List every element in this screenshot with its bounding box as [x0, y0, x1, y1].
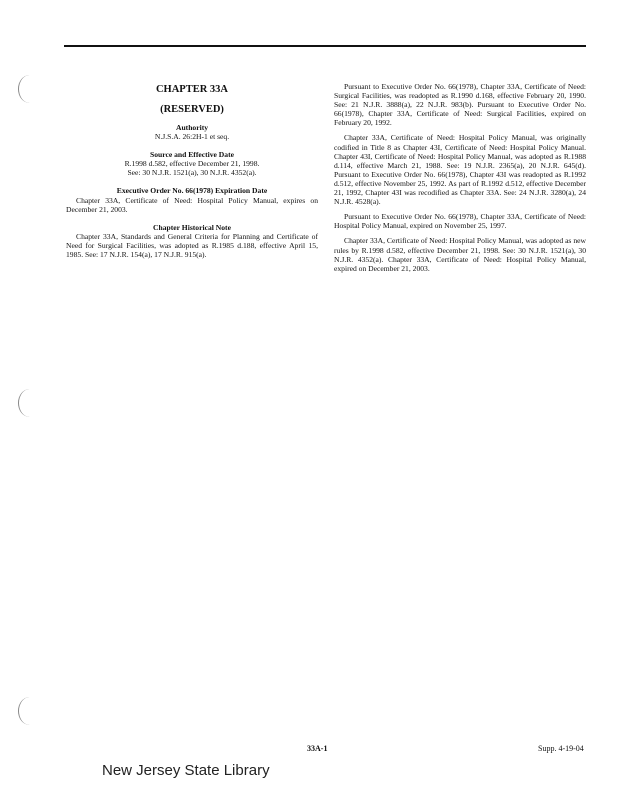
chapter-title: CHAPTER 33A	[155, 84, 229, 95]
right-column	[334, 82, 586, 279]
supplement-date: Supp. 4-19-04	[538, 744, 584, 753]
executive-order-heading: Executive Order No. 66(1978) Expiration Date	[116, 186, 268, 196]
history-paragraph: Pursuant to Executive Order No. 66(1978), Chapter 33A, Certificate of Need: Hospital Policy Manual, expired on November 25, 1997.	[334, 212, 586, 231]
chapter-subtitle: (RESERVED)	[160, 104, 224, 115]
binder-hole-middle	[18, 389, 41, 417]
authority-text: N.J.S.A. 26:2H-1 et seq.	[154, 132, 230, 142]
history-paragraph: Chapter 33A, Certificate of Need: Hospital Policy Manual, was adopted as new rules by R.1998 d.582, effective December 21, 1998. See: 30 N.J.R. 1521(a), 30 N.J.R. 4352(a). Chapter 33A, Certificate of Need: Hospital Policy Manual, expired on December 21, 2003.	[334, 236, 586, 273]
library-stamp: New Jersey State Library	[102, 762, 270, 779]
source-line-2: See: 30 N.J.R. 1521(a), 30 N.J.R. 4352(a).	[127, 168, 257, 178]
authority-heading: Authority	[175, 123, 209, 132]
left-column	[66, 82, 318, 259]
top-rule	[64, 45, 586, 47]
source-heading: Source and Effective Date	[149, 150, 234, 160]
history-text: Chapter 33A, Standards and General Criteria for Planning and Certificate of Need for Surgical Facilities, was adopted as R.1985 d.188, effective April 15, 1985. See: 17 N.J.R. 154(a), 17 N.J.R. 915(a).	[66, 231, 318, 260]
binder-hole-top	[18, 75, 41, 103]
source-line-1: R.1998 d.582, effective December 21, 1998.	[124, 159, 260, 169]
history-paragraph: Pursuant to Executive Order No. 66(1978), Chapter 33A, Certificate of Need: Surgical Facilities, was readopted as R.1990 d.168, effective February 20, 1990. See: 21 N.J.R. 3888(a), 22 N.J.R. 983(b). Pursuant to Executive Order No. 66(1978), Chapter 33A, Certificate of Need: Surgical Facilities, expired on February 20, 1992.	[334, 82, 586, 128]
page-number: 33A-1	[307, 744, 328, 753]
executive-order-text: Chapter 33A, Certificate of Need: Hospital Policy Manual, expires on December 21, 2003.	[66, 195, 318, 214]
history-paragraph: Chapter 33A, Certificate of Need: Hospital Policy Manual, was originally codified in Title 8 as Chapter 43I, Certificate of Need: Hospital Policy Manual. Chapter 43I, Certificate of Need: Hospital Policy Manual, was adopted as R.1988 d.114, effective March 21, 1988. See: 19 N.J.R. 2365(a), 20 N.J.R. 645(d). Pursuant to Executive Order No. 66(1978), Chapter 43I was readopted as R.1992 d.512, effective November 25, 1992. As part of R.1992 d.512, effective December 21, 1992, Chapter 43I was recodified as Chapter 33A. See: 24 N.J.R. 3280(a), 24 N.J.R. 4528(a).	[334, 133, 586, 207]
binder-hole-bottom	[18, 697, 41, 725]
history-heading: Chapter Historical Note	[153, 222, 231, 232]
